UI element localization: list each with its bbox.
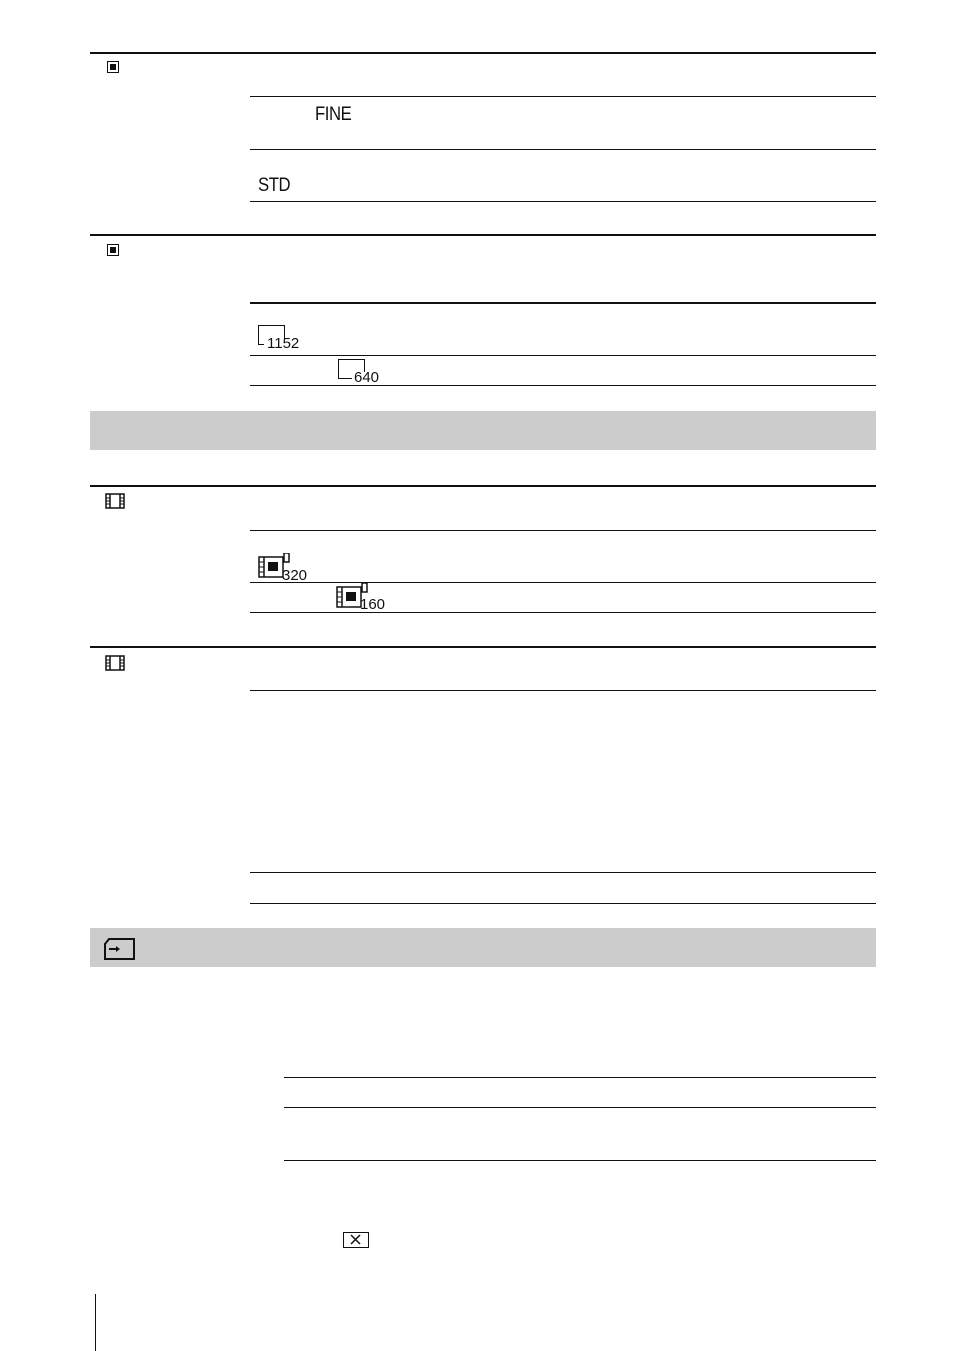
row-rule (284, 1160, 876, 1161)
row-rule (250, 903, 876, 904)
memory-card-icon (104, 938, 136, 960)
still-image-icon (107, 61, 119, 73)
row-rule (284, 1077, 876, 1078)
section-top-rule (90, 646, 876, 648)
section-top-rule (90, 52, 876, 54)
row-rule (250, 96, 876, 97)
quality-fine-label: FINE (315, 104, 352, 125)
movie-size-320-label: 320 (282, 567, 308, 584)
row-rule (250, 530, 876, 531)
row-rule (250, 355, 876, 356)
row-rule (250, 302, 876, 304)
still-image-icon (107, 244, 119, 256)
movie-size-160-label: 160 (360, 596, 386, 613)
quality-std-label: STD (258, 175, 291, 196)
section-header-band (90, 411, 876, 450)
row-rule (250, 149, 876, 150)
image-size-1152-label: 1152 (267, 335, 300, 352)
row-rule (250, 872, 876, 873)
row-rule (284, 1107, 876, 1108)
section-top-rule (90, 234, 876, 236)
x-box-icon (343, 1232, 369, 1248)
row-rule (250, 201, 876, 202)
row-rule (250, 385, 876, 386)
film-frame-icon (105, 493, 125, 509)
page-margin-bar (95, 1294, 96, 1351)
section-top-rule (90, 485, 876, 487)
memory-card-section-band (90, 928, 876, 967)
image-size-640-label: 640 (354, 369, 380, 386)
row-rule (250, 690, 876, 691)
row-rule (250, 612, 876, 613)
film-frame-icon (105, 655, 125, 671)
